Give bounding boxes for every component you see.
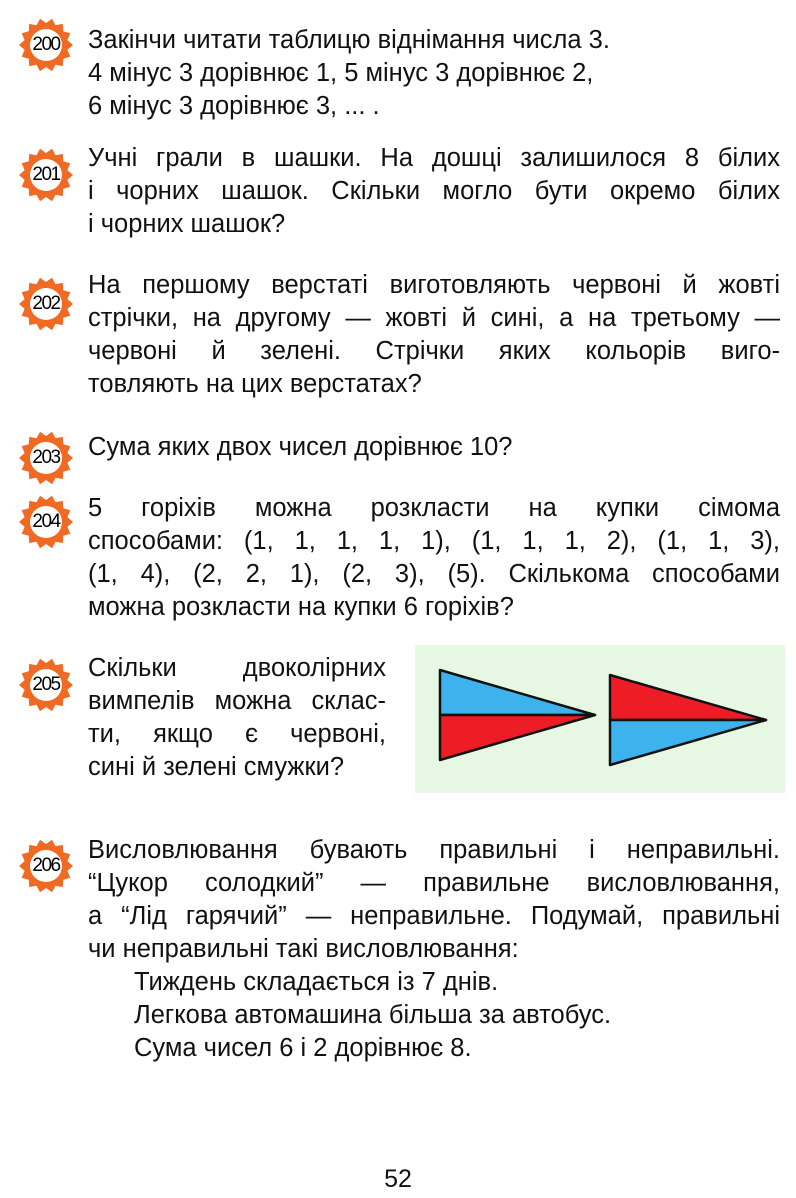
statement-line: Тиждень складається із 7 днів. bbox=[134, 968, 499, 996]
problem-text-line: товляють на цих верстатах? bbox=[88, 370, 422, 398]
problem-text-line: 4 мінус 3 дорівнює 1, 5 мінус 3 дорівнює 2, bbox=[88, 59, 594, 87]
problem-text-line: На першому верстаті виготовляють червоні й жовті bbox=[88, 271, 780, 299]
problem-text-line: (1, 4), (2, 2, 1), (2, 3), (5). Скількома способами bbox=[88, 560, 780, 588]
problem-number: 206 bbox=[32, 855, 60, 876]
problem-206 bbox=[88, 834, 780, 1065]
problem-text-line: червоні й зелені. Стрічки яких кольорів виго- bbox=[88, 337, 780, 365]
problem-text-line: а “Лід гарячий” — неправильне. Подумай, правильні bbox=[88, 902, 780, 930]
problem-202 bbox=[88, 269, 780, 401]
problem-text-line: вимпелів можна склас- bbox=[88, 687, 386, 715]
problem-number: 205 bbox=[32, 674, 60, 695]
problem-text-line: способами: (1, 1, 1, 1, 1), (1, 1, 1, 2), (1, 1, 3), bbox=[88, 527, 780, 555]
problem-number-badge bbox=[18, 17, 74, 73]
problem-text-line: і чорних шашок. Скільки могло бути окремо білих bbox=[88, 177, 780, 205]
problem-text-line: стрічки, на другому — жовті й сині, а на третьому — bbox=[88, 304, 780, 332]
problem-number: 202 bbox=[32, 293, 60, 314]
problem-text-line: Скільки двоколірних bbox=[88, 654, 386, 682]
statement-line: Легкова автомашина більша за автобус. bbox=[134, 1001, 612, 1029]
pennants-illustration bbox=[415, 645, 785, 793]
problem-text-line: 5 горіхів можна розкласти на купки сімома bbox=[88, 494, 780, 522]
problem-text-line: чи неправильні такі висловлювання: bbox=[88, 935, 519, 963]
problem-number: 204 bbox=[32, 511, 60, 532]
problem-number: 201 bbox=[32, 164, 60, 185]
problem-200 bbox=[88, 24, 780, 123]
page-number: 52 bbox=[384, 1165, 412, 1193]
problem-text-line: можна розкласти на купки 6 горіхів? bbox=[88, 593, 514, 621]
problem-text-line: “Цукор солодкий” — правильне висловлювання, bbox=[88, 869, 780, 897]
problem-203 bbox=[88, 431, 780, 464]
problem-number-badge bbox=[18, 838, 74, 894]
problem-text-line: сині й зелені смужки? bbox=[88, 753, 345, 781]
problem-205 bbox=[88, 652, 386, 784]
problem-number-badge bbox=[18, 657, 74, 713]
problem-number-badge bbox=[18, 147, 74, 203]
problem-204 bbox=[88, 492, 780, 624]
problem-number-badge bbox=[18, 494, 74, 550]
pennant-2-bottom-stripe bbox=[610, 720, 766, 765]
problem-text-line: і чорних шашок? bbox=[88, 210, 286, 238]
problem-number-badge bbox=[18, 276, 74, 332]
problem-number: 203 bbox=[32, 447, 60, 468]
problem-text-line: 6 мінус 3 дорівнює 3, ... . bbox=[88, 92, 380, 120]
pennant-2-top-stripe bbox=[610, 675, 766, 720]
statement-line: Сума чисел 6 і 2 дорівнює 8. bbox=[134, 1034, 472, 1062]
pennant-1-bottom-stripe bbox=[440, 715, 595, 760]
problem-number: 200 bbox=[32, 34, 60, 55]
problem-text-line: Закінчи читати таблицю віднімання числа 3. bbox=[88, 26, 610, 54]
problem-text-line: Учні грали в шашки. На дошці залишилося 8 білих bbox=[88, 144, 780, 172]
problem-text-line: Висловлювання бувають правильні і неправильні. bbox=[88, 836, 780, 864]
problem-text-line: ти, якщо є червоні, bbox=[88, 720, 386, 748]
pennant-1-top-stripe bbox=[440, 670, 595, 715]
problem-text-line: Сума яких двох чисел дорівнює 10? bbox=[88, 433, 513, 461]
problem-201 bbox=[88, 142, 780, 241]
problem-number-badge bbox=[18, 430, 74, 486]
